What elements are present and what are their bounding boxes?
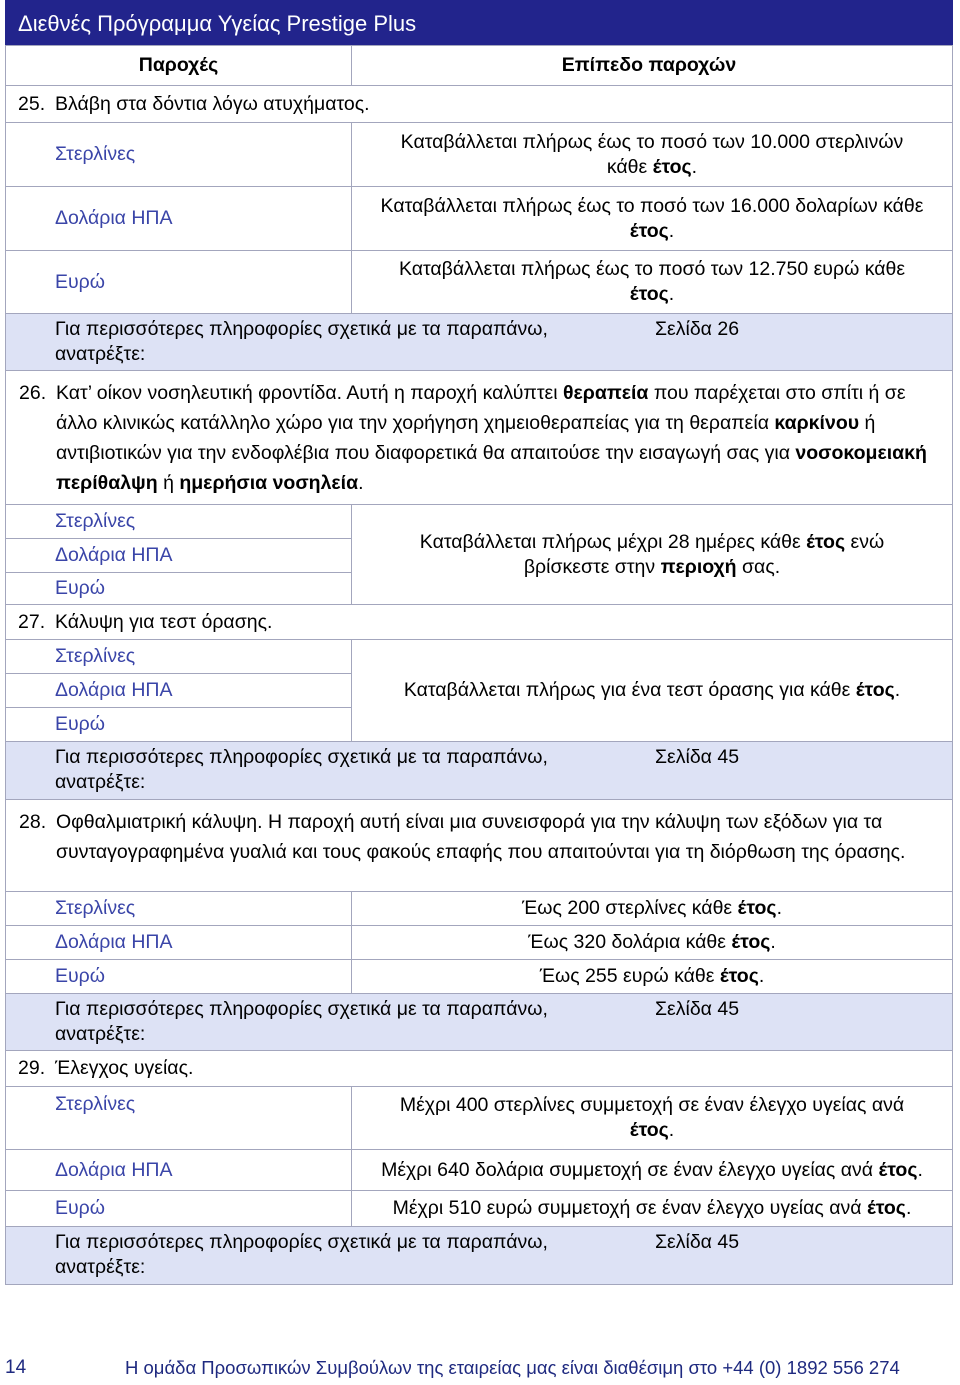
column-header-benefits: Παροχές — [138, 54, 219, 76]
amount-text: . — [917, 1158, 923, 1181]
benefit-amount-gbp — [351, 892, 952, 925]
currency-label-usd: Δολάρια ΗΠΑ — [55, 207, 173, 229]
amount-text: Καταβάλλεται πλήρως έως το ποσό των 12.750 ευρώ κάθε — [398, 258, 906, 280]
defined-term: ημερήσια νοσηλεία — [179, 472, 359, 494]
more-info-text: Για περισσότερες πληροφορίες σχετικά με τα παραπάνω, ανατρέξτε: — [55, 746, 548, 793]
more-info-text: Για περισσότερες πληροφορίες σχετικά με τα παραπάνω, ανατρέξτε: — [55, 318, 548, 365]
amount-text: . — [668, 1119, 675, 1141]
amount-text: . — [668, 283, 675, 305]
defined-term: έτος — [629, 219, 669, 242]
benefit-title: Κατ’ οίκον νοσηλευτική φροντίδα. — [56, 382, 343, 404]
defined-term: έτος — [737, 897, 777, 919]
description-text: Η παροχή αυτή είναι μια συνεισφορά για την κάλυψη των εξόδων για τα συνταγογραφημένα γυαλιά και τους φακούς επαφής που απαιτούνται για τη διόρθωση της όρασης. — [56, 811, 906, 863]
defined-term: έτος — [719, 965, 759, 987]
benefit-number: 27. — [18, 610, 46, 633]
benefit-29-gbp-row — [6, 1087, 952, 1150]
benefit-amount-eur — [351, 960, 952, 993]
benefit-title: Έλεγχος υγείας. — [55, 1057, 194, 1079]
defined-term: νοσοκομειακή περίθαλψη — [56, 442, 927, 494]
amount-text: Έως 320 δολάρια κάθε — [528, 931, 732, 953]
benefit-number: 29. — [18, 1057, 46, 1079]
table-header-row — [6, 46, 952, 86]
more-info-text: Για περισσότερες πληροφορίες σχετικά με τα παραπάνω, ανατρέξτε: — [55, 998, 548, 1045]
currency-label-eur: Ευρώ — [55, 270, 105, 293]
more-info-row — [6, 742, 952, 800]
more-info-row — [6, 1227, 952, 1285]
currency-label-usd: Δολάρια ΗΠΑ — [6, 539, 351, 573]
description-text: ή αντιβιοτικών για την ενδοφλέβια που διαφορετικά θα απαιτούσε την εισαγωγή σας για — [56, 412, 876, 464]
amount-text: Καταβάλλεται πλήρως μέχρι 28 ημέρες κάθε — [419, 530, 807, 553]
column-header-benefit-level: Επίπεδο παροχών — [351, 46, 952, 85]
benefit-amount-gbp — [351, 1087, 952, 1149]
defined-term: θεραπεία — [562, 382, 649, 404]
benefit-number: 28. — [19, 811, 47, 833]
benefit-28-gbp-row — [6, 892, 952, 926]
benefit-25-eur-row — [6, 251, 952, 314]
defined-term: έτος — [731, 931, 771, 953]
amount-text: . — [691, 155, 698, 178]
defined-term: έτος — [652, 155, 692, 178]
description-text: . — [358, 472, 364, 494]
benefit-title: Κάλυψη για τεστ όρασης. — [55, 610, 273, 633]
currency-label-usd: Δολάρια ΗΠΑ — [55, 1158, 173, 1181]
currency-label-usd: Δολάρια ΗΠΑ — [6, 674, 351, 708]
benefit-25-gbp-row — [6, 123, 952, 187]
benefit-29-title-row — [6, 1051, 952, 1087]
defined-term: καρκίνου — [774, 412, 860, 434]
defined-term: έτος — [866, 1197, 906, 1219]
currency-label-gbp: Στερλίνες — [55, 897, 136, 919]
currency-label-eur: Ευρώ — [55, 1197, 105, 1219]
benefits-table — [5, 45, 953, 1285]
defined-term: έτος — [629, 283, 669, 305]
defined-term: περιοχή — [660, 555, 737, 578]
description-text: ή — [157, 472, 180, 494]
description-text: Αυτή η παροχή καλύπτει — [342, 382, 563, 404]
amount-text: . — [668, 219, 675, 242]
benefit-amount-all-currencies — [351, 505, 952, 604]
benefit-amount-eur — [351, 251, 952, 313]
benefit-27-amounts — [6, 640, 952, 742]
currency-label-eur: Ευρώ — [55, 713, 105, 735]
currency-label-gbp: Στερλίνες — [55, 143, 136, 165]
benefit-number: 25. — [18, 92, 46, 115]
benefit-29-eur-row — [6, 1191, 952, 1227]
more-info-text: Για περισσότερες πληροφορίες σχετικά με τα παραπάνω, ανατρέξτε: — [55, 1231, 548, 1278]
benefit-26-description — [6, 371, 952, 505]
benefit-amount-eur — [351, 1191, 952, 1226]
amount-text: Μέχρι 640 δολάρια συμμετοχή σε έναν έλεγχο υγείας ανά — [381, 1158, 879, 1181]
amount-text: Έως 200 στερλίνες κάθε — [522, 897, 738, 919]
currency-label-eur: Ευρώ — [55, 577, 105, 599]
benefit-title: Οφθαλμιατρική κάλυψη. — [56, 811, 263, 833]
amount-text: Καταβάλλεται πλήρως για ένα τεστ όρασης για κάθε — [403, 679, 856, 701]
benefit-amount-usd — [351, 1150, 952, 1190]
amount-text: . — [758, 965, 765, 987]
benefit-number: 26. — [19, 382, 47, 404]
more-info-row — [6, 994, 952, 1051]
benefit-amount-all-currencies — [351, 640, 952, 741]
document-title-bar — [5, 0, 953, 45]
currency-label-group — [6, 640, 351, 741]
amount-text: ενώ — [845, 530, 885, 553]
more-info-page-ref: Σελίδα 45 — [655, 1231, 740, 1253]
amount-text: Καταβάλλεται πλήρως έως το ποσό των 10.000 στερλινών — [400, 130, 904, 153]
currency-label-usd: Δολάρια ΗΠΑ — [55, 931, 173, 953]
benefit-title: Βλάβη στα δόντια λόγω ατυχήματος. — [55, 92, 370, 115]
footer-contact: Η ομάδα Προσωπικών Συμβούλων της εταιρείας μας είναι διαθέσιμη στο +44 (0) 1892 556 274 — [125, 1357, 900, 1378]
amount-text: . — [905, 1197, 912, 1219]
benefit-28-description — [6, 800, 952, 892]
currency-label-gbp: Στερλίνες — [6, 640, 351, 674]
amount-text: Έως 255 ευρώ κάθε — [539, 965, 720, 987]
page-number: 14 — [5, 1357, 27, 1378]
amount-text: Καταβάλλεται πλήρως έως το ποσό των 16.000 δολαρίων κάθε — [380, 194, 924, 217]
benefit-29-usd-row — [6, 1150, 952, 1191]
benefit-25-title-row — [6, 86, 952, 123]
currency-label-eur: Ευρώ — [55, 965, 105, 987]
amount-text: . — [776, 897, 782, 919]
more-info-page-ref: Σελίδα 45 — [655, 998, 740, 1020]
defined-term: έτος — [629, 1119, 669, 1141]
document-title: Διεθνές Πρόγραμμα Υγείας Prestige Plus — [18, 11, 417, 36]
amount-text: Μέχρι 400 στερλίνες συμμετοχή σε έναν έλεγχο υγείας ανά — [399, 1094, 905, 1116]
benefit-amount-usd — [351, 187, 952, 250]
amount-text: σας. — [736, 555, 781, 578]
benefit-26-amounts — [6, 505, 952, 605]
benefit-28-eur-row — [6, 960, 952, 994]
benefit-amount-usd — [351, 926, 952, 959]
benefit-27-title-row — [6, 605, 952, 640]
defined-term: έτος — [806, 530, 846, 553]
currency-label-group — [6, 505, 351, 604]
amount-text: βρίσκεστε στην — [523, 555, 661, 578]
amount-text: κάθε — [606, 155, 653, 178]
defined-term: έτος — [855, 679, 895, 701]
currency-label-gbp: Στερλίνες — [6, 505, 351, 539]
amount-text: Μέχρι 510 ευρώ συμμετοχή σε έναν έλεγχο υγείας ανά — [392, 1197, 867, 1219]
benefit-28-usd-row — [6, 926, 952, 960]
description-text: που παρέχεται στο σπίτι ή σε άλλο κλινικώς κατάλληλο χώρο για την χορήγηση χημειοθεραπείας για τη θεραπεία — [56, 382, 906, 434]
amount-text: . — [894, 679, 901, 701]
defined-term: έτος — [878, 1158, 918, 1181]
benefit-amount-gbp — [351, 123, 952, 186]
currency-label-gbp: Στερλίνες — [55, 1093, 136, 1115]
amount-text: . — [770, 931, 776, 953]
more-info-page-ref: Σελίδα 45 — [655, 746, 740, 768]
more-info-page-ref: Σελίδα 26 — [655, 318, 740, 340]
benefit-25-usd-row — [6, 187, 952, 251]
more-info-row — [6, 314, 952, 371]
